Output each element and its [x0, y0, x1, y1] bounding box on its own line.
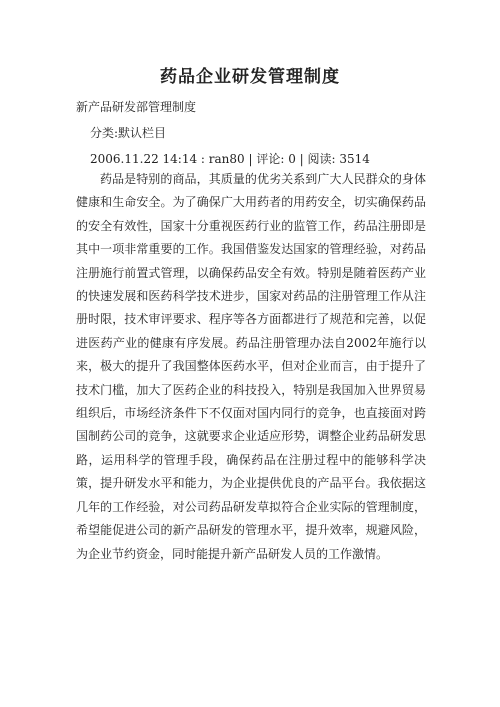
post-meta: 2006.11.22 14:14 : ran80 | 评论: 0 | 阅读: 3514: [90, 152, 370, 166]
category-label: 分类:默认栏目: [90, 126, 167, 140]
document-subtitle: 新产品研发部管理制度: [76, 100, 197, 114]
body-paragraph: 药品是特别的商品，其质量的优劣关系到广大人民群众的身体健康和生命安全。为了确保广大用药者的用药安全，切实确保药品的安全有效性，国家十分重视医药行业的监管工作，药品注册即是其中一项非常重要的工作。我国借鉴发达国家的管理经验，对药品注册施行前置式管理，以确保药品安全有效。特别是随着医药产业的快速发展和医药科学技术进步，国家对药品的注册管理工作从注册时限，技术审评要求、程序等各方面都进行了规范和完善，以促进医药产业的健康有序发展。药品注册管理办法自2002年施行以来，极大的提升了我国整体医药水平，但对企业而言，由于提升了技术门槛，加大了医药企业的科技投入，特别是我国加入世界贸易组织后，市场经济条件下不仅面对国内同行的竞争，也直接面对跨国制药公司的竞争，这就要求企业适应形势，调整企业药品研发思路，运用科学的管理手段，确保药品在注册过程中的能够科学决策，提升研发水平和能力，为企业提供优良的产品平台。我依据这几年的工作经验，对公司药品研发草拟符合企业实际的管理制度，希望能促进公司的新产品研发的管理水平，提升效率，规避风险，为企业节约资金，同时能提升新产品研发人员的工作激情。: [76, 172, 426, 561]
document-title: 药品企业研发管理制度: [160, 67, 340, 87]
